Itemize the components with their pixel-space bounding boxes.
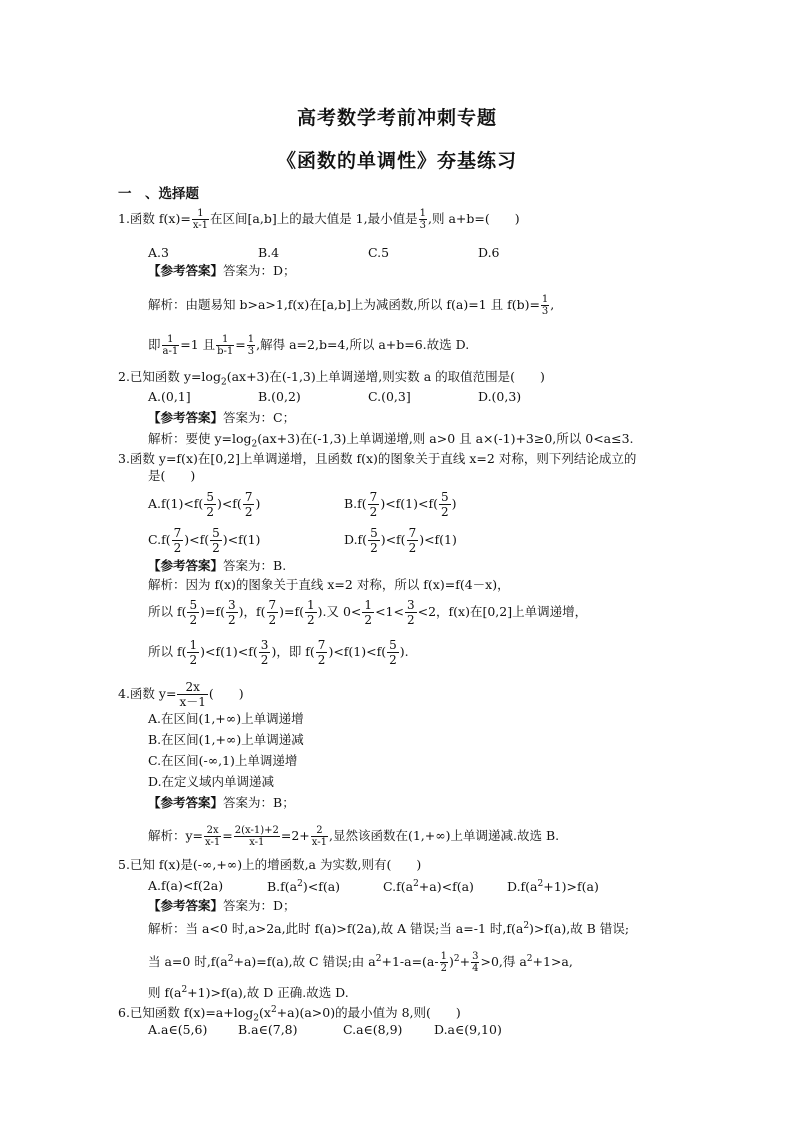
fraction: $\frac{1}{x-1}$: [192, 208, 209, 231]
page-subtitle: 《函数的单调性》夯基练习: [276, 150, 517, 172]
q4-option-c: C.在区间(-∞,1)上单调递增: [148, 753, 298, 768]
fraction: $\frac{1}{a-1}$: [162, 334, 179, 357]
q4-stem: 4.函数 y= $\frac{2x}{x-1}$ ( ): [118, 680, 244, 709]
q2-stem: 2.已知函数 $y=\log_2(ax+3)$在(-1,3)上单调递增,则实数 a 的取值范围是( ): [118, 369, 545, 388]
q2-option-b: B.(0,2): [258, 389, 301, 404]
q2-option-c: C.(0,3]: [368, 389, 411, 404]
fraction: $\frac{1}{3}$: [419, 208, 426, 231]
q3-stem-1: 3.函数 y=f(x)在[0,2]上单调递增，且函数 f(x)的图象关于直线 x=2 对称，则下列结论成立的: [118, 451, 637, 466]
q3-explanation-2: 所以 f( $\frac{5}{2}$ )=f( $\frac{3}{2}$ )，f( $\frac{7}{2}$ )=f( $\frac{1}{2}$ ).又 0< $\frac{1}{2}$ <1< $\frac{3}{2}$ <2，f(x)在[0,2]上单调递增，: [148, 598, 588, 627]
q3-option-c: C.f( $\frac{7}{2}$ )<f( $\frac{5}{2}$ )<f(1): [148, 526, 261, 555]
q4-answer: 【参考答案】答案为：B；: [148, 795, 295, 810]
q1-answer: 【参考答案】答案为：D；: [148, 263, 296, 278]
q5-explanation-2: 当 a=0 时$,f(a^2+a)=f(a)$,故 C 错误;由 $a^2+1-a=(a-$ $\frac{1}{2}$ )$^2$+ $\frac{3}{4}$ >0,得 $a^2+1>a$,: [148, 951, 573, 975]
q1-option-b: B.4: [258, 245, 280, 260]
q3-explanation-3: 所以 f( $\frac{1}{2}$ )<f(1)<f( $\frac{3}{2}$ )，即 f( $\frac{7}{2}$ )<f(1)<f( $\frac{5}{2}$ ).: [148, 638, 409, 667]
q4-option-b: B.在区间(1,+∞)上单调递减: [148, 732, 304, 747]
q1-option-d: D.6: [478, 245, 500, 260]
q6-option-b: B.a∈(7,8): [238, 1022, 298, 1037]
q1-explanation-2: 即 $\frac{1}{a-1}$ =1 且 $\frac{1}{b-1}$ = $\frac{1}{3}$ ,解得 a=2,b=4,所以 a+b=6.故选 D.: [148, 334, 470, 357]
q6-option-d: D.a∈(9,10): [434, 1022, 502, 1037]
q5-option-b: $B.f(a^2)<f(a)$: [267, 879, 341, 895]
fraction: $\frac{1}{3}$: [541, 294, 549, 317]
q5-option-c: $C.f(a^2+a)<f(a)$: [383, 879, 474, 895]
q2-explanation: 解析：要使 $y=\log_2(ax+3)$在(-1,3)上单调递增,则 a>0 且 a×(-1)+3≥0,所以 0<a≤3.: [148, 431, 634, 450]
q3-stem-2: 是( ): [148, 468, 196, 483]
q2-option-d: D.(0,3): [478, 389, 522, 404]
q5-stem: 5.已知 f(x)是(-∞,+∞)上的增函数,a 为实数,则有( ): [118, 857, 422, 872]
q5-answer: 【参考答案】答案为：D；: [148, 898, 296, 913]
q6-option-c: C.a∈(8,9): [343, 1022, 403, 1037]
q5-explanation-1: 解析：当 a<0 时,a>2a,此时 f(a)>f(2a),故 A 错误;当 a=-1 时$,f(a^2)>f(a)$,故 B 错误;: [148, 921, 630, 937]
q1-explanation-1: 解析：由题易知 b>a>1,f(x)在[a,b]上为减函数,所以 f(a)=1 且 f(b)= $\frac{1}{3}$ ,: [148, 294, 555, 317]
q4-option-a: A.在区间(1,+∞)上单调递增: [148, 711, 304, 726]
q3-option-d: D.f( $\frac{5}{2}$ )<f( $\frac{7}{2}$ )<f(1): [344, 526, 457, 555]
page-title: 高考数学考前冲刺专题: [296, 107, 497, 129]
q2-option-a: A.(0,1]: [148, 389, 191, 404]
q4-explanation: 解析：y= $\frac{2x}{x-1}$ = $\frac{2(x-1)+2}{x-1}$ =2+ $\frac{2}{x-1}$ ,显然该函数在(1,+∞)上单调递减.故选 B.: [148, 825, 560, 848]
section-heading: 一 、选择题: [118, 186, 199, 202]
q5-option-d: $D.f(a^2+1)>f(a)$: [507, 879, 599, 895]
q2-answer: 【参考答案】答案为：C；: [148, 410, 296, 425]
q3-answer: 【参考答案】答案为：B.: [148, 558, 287, 573]
q3-option-b: B.f( $\frac{7}{2}$ )<f(1)<f( $\frac{5}{2}$ ): [344, 490, 457, 519]
q6-stem: 6.已知函数 $f(x)=a+\log_2(x^2+a)(a>0)$的最小值为 8,则( ): [118, 1005, 461, 1024]
fraction: $\frac{1}{b-1}$: [217, 334, 234, 357]
q4-option-d: D.在定义域内单调递减: [148, 774, 275, 789]
q1-option-a: A.3: [148, 245, 169, 260]
q3-option-a: A.f(1)<f( $\frac{5}{2}$ )<f( $\frac{7}{2}$ ): [148, 490, 261, 519]
q5-explanation-3: 则 $f(a^2+1)>f(a)$,故 D 正确.故选 D.: [148, 985, 349, 1001]
q3-explanation-1: 解析：因为 f(x)的图象关于直线 x=2 对称，所以 f(x)=f(4－x)，: [148, 577, 510, 592]
fraction: $\frac{1}{3}$: [247, 334, 255, 357]
q1-stem: 1.函数 f(x)= $\frac{1}{x-1}$ 在区间[a,b]上的最大值是 1,最小值是 $\frac{1}{3}$ ,则 a+b=( ): [118, 208, 520, 231]
q1-option-c: C.5: [368, 245, 390, 260]
q6-option-a: A.a∈(5,6): [148, 1022, 208, 1037]
q5-option-a: A.f(a)<f(2a): [148, 878, 224, 893]
